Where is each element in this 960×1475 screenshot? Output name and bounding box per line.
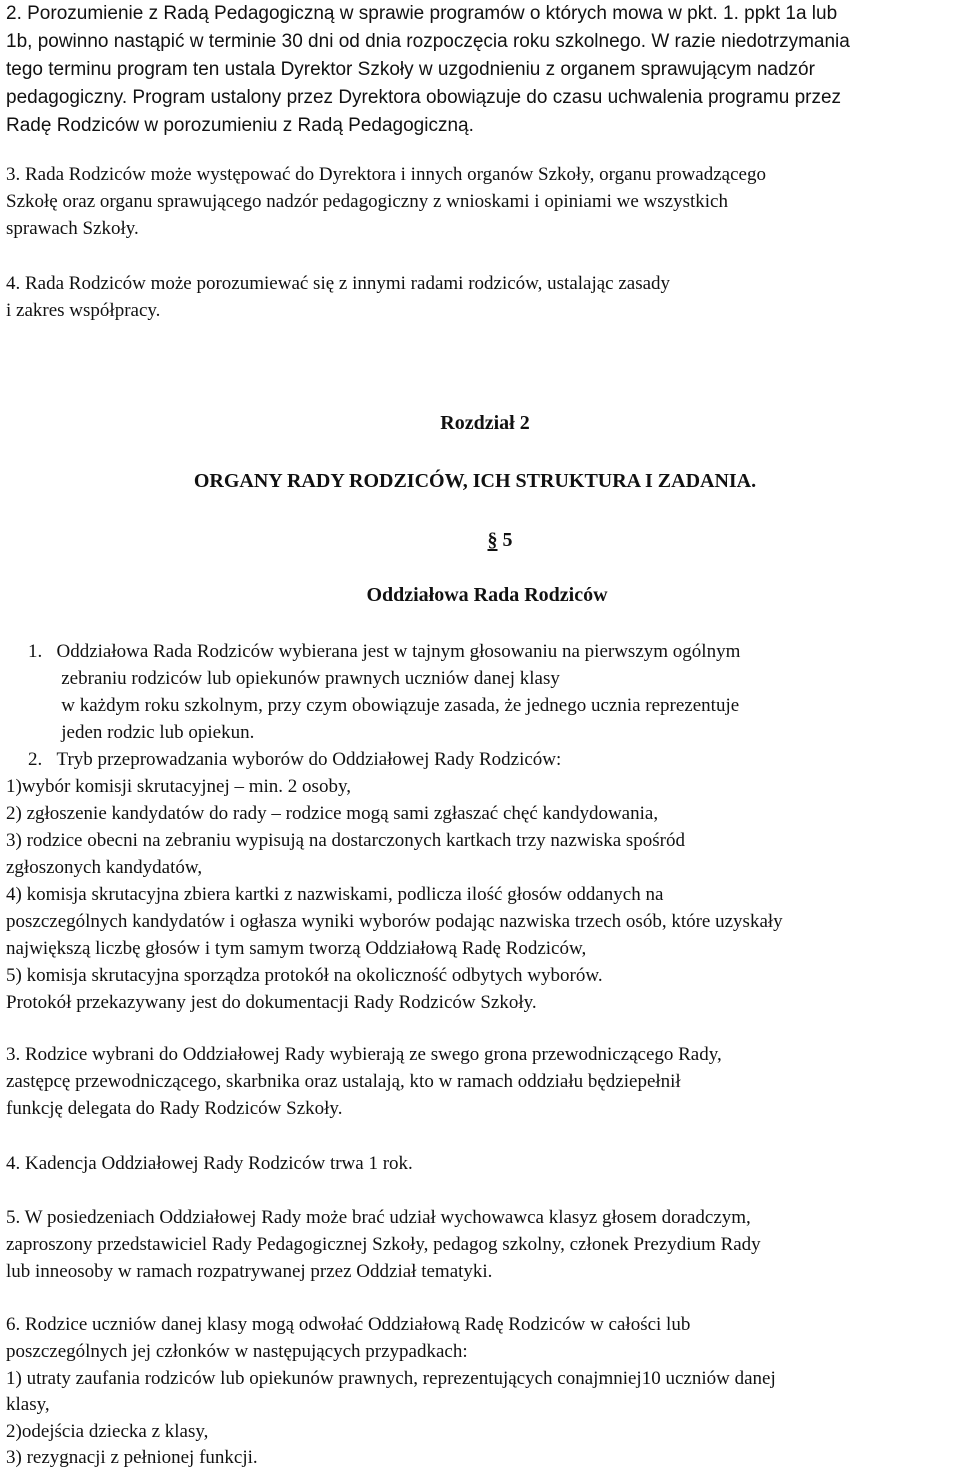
body-line-6: 1)wybór komisji skrutacyjnej – min. 2 osoby, — [6, 776, 351, 797]
section-number: 5 — [502, 529, 513, 551]
para2-line-5: Radę Rodziców w porozumieniu z Radą Pedagogiczną. — [6, 115, 474, 136]
body-line-24: 1) utraty zaufania rodziców lub opiekunów prawnych, reprezentujących conajmniej10 uczniów danej — [6, 1368, 776, 1389]
body-line-18: 4. Kadencja Oddziałowej Rady Rodziców trwa 1 rok. — [6, 1153, 413, 1174]
body-line-22: 6. Rodzice uczniów danej klasy mogą odwołać Oddziałową Radę Rodziców w całości lub — [6, 1314, 691, 1335]
chapter-number: Rozdział 2 — [440, 412, 530, 434]
body-line-8: 3) rodzice obecni na zebraniu wypisują na dostarczonych kartkach trzy nazwiska spośród — [6, 830, 685, 851]
para2-line-4-a: pedagogiczny. — [6, 87, 128, 108]
body-line-11: poszczególnych kandydatów i ogłasza wyniki wyborów podając nazwiska trzech osób, które uzyskały — [6, 911, 783, 932]
para4-line-2: i zakres współpracy. — [6, 300, 161, 321]
body-line-13: 5) komisja skrutacyjna sporządza protokół na okoliczność odbytych wyborów. — [6, 965, 603, 986]
body-line-3: w każdym roku szkolnym, przy czym obowiązuje zasada, że jednego ucznia reprezentuje — [28, 695, 740, 716]
body-line-15: 3. Rodzice wybrani do Oddziałowej Rady wybierają ze swego grona przewodniczącego Rady, — [6, 1044, 722, 1065]
para2-line-4-b: Program ustalony przez Dyrektora obowiązuje do czasu uchwalenia programu przez — [132, 87, 842, 108]
body-line-9: zgłoszonych kandydatów, — [6, 857, 203, 878]
section-title: Oddziałowa Rada Rodziców — [366, 584, 608, 606]
para2-line-2: 1b, powinno nastąpić w terminie 30 dni od dnia rozpoczęcia roku szkolnego. W razie niedotrzymania — [6, 31, 850, 52]
para4-line-1: 4. Rada Rodziców może porozumiewać się z innymi radami rodziców, ustalając zasady — [6, 273, 671, 294]
body-line-23: poszczególnych jej członków w następujących przypadkach: — [6, 1341, 468, 1362]
body-line-19: 5. W posiedzeniach Oddziałowej Rady może brać udział wychowawca klasyz głosem doradczym, — [6, 1207, 751, 1228]
section-heading — [20, 528, 960, 552]
para3-line-1: 3. Rada Rodziców może występować do Dyrektora i innych organów Szkoły, organu prowadzącego — [6, 164, 766, 185]
body-line-10: 4) komisja skrutacyjna zbiera kartki z nazwiskami, podlicza ilość głosów oddanych na — [6, 884, 664, 905]
para2-line-1: 2. Porozumienie z Radą Pedagogiczną w sprawie programów o których mowa w pkt. 1. ppkt 1a lub — [6, 3, 838, 24]
body-line-12: największą liczbę głosów i tym samym tworzą Oddziałową Radę Rodziców, — [6, 938, 587, 959]
body-line-20: zaproszony przedstawiciel Rady Pedagogicznej Szkoły, pedagog szkolny, członek Prezydium Rady — [6, 1234, 761, 1255]
body-line-2: zebraniu rodziców lub opiekunów prawnych uczniów danej klasy — [28, 668, 560, 689]
body-line-27: 3) rezygnacji z pełnionej funkcji. — [6, 1447, 258, 1468]
para2-line-4 — [6, 86, 841, 110]
chapter-title: ORGANY RADY RODZICÓW, ICH STRUKTURA I ZADANIA. — [193, 470, 757, 492]
body-line-21: lub inneosoby w ramach rozpatrywanej przez Oddział tematyki. — [6, 1261, 493, 1282]
body-line-7: 2) zgłoszenie kandydatów do rady – rodzice mogą sami zgłaszać chęć kandydowania, — [6, 803, 659, 824]
section-sign: § — [487, 529, 498, 551]
body-line-4: jeden rodzic lub opiekun. — [28, 722, 255, 743]
body-line-5: 2. Tryb przeprowadzania wyborów do Oddziałowej Rady Rodziców: — [28, 749, 562, 770]
body-line-16: zastępcę przewodniczącego, skarbnika oraz ustalają, kto w ramach oddziału będziepełnił — [6, 1071, 681, 1092]
para2-line-3: tego terminu program ten ustala Dyrektor Szkoły w uzgodnieniu z organem sprawującym nadzór — [6, 59, 815, 80]
para3-line-3: sprawach Szkoły. — [6, 218, 139, 239]
para3-line-2: Szkołę oraz organu sprawującego nadzór pedagogiczny z wnioskami i opiniami we wszystkich — [6, 191, 728, 212]
body-line-1: 1. Oddziałowa Rada Rodziców wybierana jest w tajnym głosowaniu na pierwszym ogólnym — [28, 641, 741, 662]
body-line-25: klasy, — [6, 1394, 50, 1415]
body-line-26: 2)odejścia dziecka z klasy, — [6, 1421, 209, 1442]
body-line-14: Protokół przekazywany jest do dokumentacji Rady Rodziców Szkoły. — [6, 992, 537, 1013]
body-line-17: funkcję delegata do Rady Rodziców Szkoły. — [6, 1098, 343, 1119]
